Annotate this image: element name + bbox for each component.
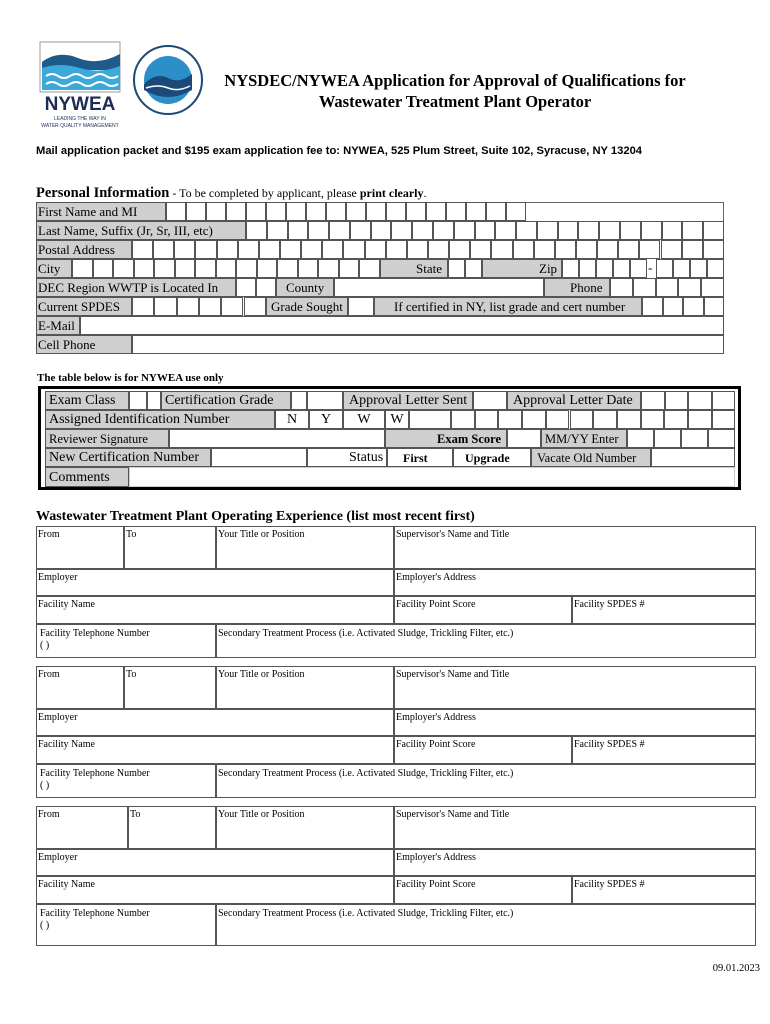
certified-ny-label: If certified in NY, list grade and cert number	[394, 299, 626, 314]
char-box[interactable]	[451, 410, 475, 429]
grade-sought-field[interactable]	[348, 297, 374, 316]
char-box[interactable]	[475, 410, 499, 429]
to-field[interactable]	[124, 526, 216, 569]
telephone-parens: ( )	[40, 780, 50, 791]
id-letter-box: Y	[309, 410, 343, 429]
char-box[interactable]	[562, 259, 579, 278]
reviewer-signature-label: Reviewer Signature	[49, 432, 148, 446]
facility-telephone-label: Facility Telephone Number	[40, 628, 150, 639]
employer-address-label: Employer's Address	[396, 852, 476, 863]
char-box[interactable]	[516, 221, 537, 240]
facility-spdes-label: Facility SPDES #	[574, 739, 645, 750]
facility-name-label: Facility Name	[38, 599, 95, 610]
to-label: To	[130, 809, 141, 820]
char-box[interactable]	[132, 297, 154, 316]
facility-telephone-label: Facility Telephone Number	[40, 908, 150, 919]
last-name-label: Last Name, Suffix (Jr, Sr, III, etc)	[38, 223, 213, 238]
char-box[interactable]	[206, 202, 226, 221]
char-box[interactable]	[664, 410, 688, 429]
dec-region-label: DEC Region WWTP is Located In	[38, 280, 219, 295]
employer-address-label: Employer's Address	[396, 712, 476, 723]
telephone-parens: ( )	[40, 920, 50, 931]
char-box[interactable]	[246, 221, 267, 240]
char-box[interactable]	[257, 259, 278, 278]
char-box[interactable]	[704, 297, 725, 316]
char-box[interactable]	[498, 410, 522, 429]
char-box[interactable]	[466, 202, 486, 221]
char-box[interactable]	[386, 202, 406, 221]
char-box[interactable]	[534, 240, 555, 259]
char-box[interactable]	[365, 240, 386, 259]
char-box[interactable]	[226, 202, 246, 221]
employer-address-label: Employer's Address	[396, 572, 476, 583]
char-box[interactable]	[620, 221, 641, 240]
svg-text:WATER QUALITY MANAGEMENT: WATER QUALITY MANAGEMENT	[41, 123, 119, 129]
char-box[interactable]	[555, 240, 576, 259]
char-box[interactable]	[663, 297, 684, 316]
char-box[interactable]	[407, 240, 428, 259]
char-box[interactable]	[703, 221, 724, 240]
char-box[interactable]	[486, 202, 506, 221]
cell-phone-label: Cell Phone	[38, 337, 96, 352]
facility-telephone-label: Facility Telephone Number	[40, 768, 150, 779]
point-score-label: Facility Point Score	[396, 739, 476, 750]
char-box[interactable]	[286, 202, 306, 221]
char-box[interactable]	[491, 240, 512, 259]
id-letter-box: W	[385, 410, 409, 429]
supervisor-label: Supervisor's Name and Title	[396, 809, 510, 820]
char-box[interactable]	[448, 259, 465, 278]
char-box[interactable]	[72, 259, 93, 278]
char-box[interactable]	[343, 240, 364, 259]
employer-field[interactable]	[36, 849, 394, 876]
char-box[interactable]	[391, 221, 412, 240]
char-box[interactable]	[578, 221, 599, 240]
zip-label: Zip	[539, 261, 558, 276]
char-box[interactable]	[280, 240, 301, 259]
assigned-id-label: Assigned Identification Number	[49, 412, 230, 427]
char-box[interactable]	[326, 202, 346, 221]
char-box[interactable]	[217, 240, 238, 259]
supervisor-label: Supervisor's Name and Title	[396, 669, 510, 680]
form-date: 09.01.2023	[712, 963, 760, 974]
char-box[interactable]	[154, 297, 176, 316]
char-box[interactable]	[308, 221, 329, 240]
first-name-label: First Name and MI	[38, 204, 138, 219]
char-box[interactable]	[346, 202, 366, 221]
char-box[interactable]	[633, 278, 656, 297]
char-box[interactable]	[221, 297, 243, 316]
facility-name-label: Facility Name	[38, 739, 95, 750]
mail-instructions: Mail application packet and $195 exam application fee to: NYWEA, 525 Plum Street, Suite 102, Syracuse, NY 13204	[36, 145, 643, 157]
char-box[interactable]	[708, 429, 735, 448]
email-label: E-Mail	[38, 318, 75, 333]
char-box[interactable]	[339, 259, 360, 278]
char-box[interactable]	[522, 410, 546, 429]
to-label: To	[126, 529, 137, 540]
exam-score-label: Exam Score	[437, 432, 501, 446]
from-label: From	[38, 529, 60, 540]
char-box[interactable]	[433, 221, 454, 240]
char-box[interactable]	[673, 259, 690, 278]
vacate-old-number-label: Vacate Old Number	[537, 451, 637, 465]
char-box[interactable]	[596, 259, 613, 278]
id-letter-box: N	[275, 410, 309, 429]
supervisor-label: Supervisor's Name and Title	[396, 529, 510, 540]
char-box[interactable]	[688, 410, 712, 429]
char-box[interactable]	[238, 240, 259, 259]
char-box[interactable]	[318, 259, 339, 278]
char-box[interactable]	[656, 259, 673, 278]
char-box[interactable]	[654, 429, 681, 448]
char-box[interactable]	[266, 202, 286, 221]
char-box[interactable]	[454, 221, 475, 240]
char-box[interactable]	[195, 240, 216, 259]
char-box[interactable]	[662, 221, 683, 240]
char-box[interactable]	[366, 202, 386, 221]
logo-text: NYWEA	[44, 94, 116, 115]
char-box[interactable]	[558, 221, 579, 240]
char-box[interactable]	[617, 410, 641, 429]
status-first-label: First	[403, 451, 428, 465]
county-label: County	[286, 280, 325, 295]
personal-section-heading: Personal Information - To be completed by applicant, please print clearly.	[36, 185, 427, 201]
employer-label: Employer	[38, 712, 78, 723]
exam-class-label: Exam Class	[49, 393, 116, 408]
char-box[interactable]	[267, 221, 288, 240]
char-box[interactable]	[465, 259, 482, 278]
char-box[interactable]	[570, 410, 594, 429]
cell-phone-field[interactable]	[132, 335, 724, 354]
char-box[interactable]	[712, 391, 736, 410]
char-box[interactable]	[630, 259, 647, 278]
char-box[interactable]	[406, 202, 426, 221]
email-field[interactable]	[80, 316, 724, 335]
char-box[interactable]	[329, 221, 350, 240]
char-box[interactable]	[707, 259, 724, 278]
char-box[interactable]	[322, 240, 343, 259]
char-box[interactable]	[195, 259, 216, 278]
char-box[interactable]	[682, 240, 703, 259]
facility-spdes-label: Facility SPDES #	[574, 599, 645, 610]
certification-grade-field[interactable]	[291, 391, 307, 410]
from-label: From	[38, 669, 60, 680]
comments-label: Comments	[49, 470, 110, 485]
char-box[interactable]	[576, 240, 597, 259]
char-box[interactable]	[495, 221, 516, 240]
county-field[interactable]	[334, 278, 544, 297]
grade-sought-label: Grade Sought	[271, 299, 343, 314]
point-score-label: Facility Point Score	[396, 879, 476, 890]
reviewer-signature-field[interactable]	[169, 429, 385, 448]
form-title: NYSDEC/NYWEA Application for Approval of Qualifications for Wastewater Treatment Plant Operator	[224, 71, 686, 111]
char-box[interactable]	[618, 240, 639, 259]
svg-text:LEADING THE WAY IN: LEADING THE WAY IN	[54, 116, 106, 122]
char-box[interactable]	[449, 240, 470, 259]
char-box[interactable]	[593, 410, 617, 429]
approval-letter-date-label: Approval Letter Date	[513, 393, 633, 408]
char-box[interactable]	[186, 202, 206, 221]
personal-info-table	[36, 202, 724, 354]
char-box[interactable]	[371, 221, 392, 240]
char-box[interactable]	[174, 240, 195, 259]
char-box[interactable]	[426, 202, 446, 221]
status-label: Status	[349, 450, 384, 465]
postal-address-label: Postal Address	[38, 242, 115, 257]
char-box[interactable]	[690, 259, 707, 278]
comments-field[interactable]	[129, 467, 735, 487]
zip-dash: -	[648, 260, 653, 275]
secondary-process-label: Secondary Treatment Process (i.e. Activated Sludge, Trickling Filter, etc.)	[218, 908, 514, 919]
char-box[interactable]	[288, 221, 309, 240]
char-box[interactable]	[641, 391, 665, 410]
char-box[interactable]	[93, 259, 114, 278]
char-box[interactable]	[599, 221, 620, 240]
experience-block	[36, 806, 756, 946]
char-box[interactable]	[301, 240, 322, 259]
to-label: To	[126, 669, 137, 680]
facility-name-label: Facility Name	[38, 879, 95, 890]
char-box[interactable]	[610, 278, 633, 297]
char-box[interactable]	[597, 240, 618, 259]
char-box[interactable]	[166, 202, 186, 221]
char-box[interactable]	[639, 240, 660, 259]
char-box[interactable]	[428, 240, 449, 259]
char-box[interactable]	[703, 240, 724, 259]
exam-class-field[interactable]	[129, 391, 147, 410]
mmyy-enter-label: MM/YY Enter	[545, 432, 619, 446]
nywea-logo	[38, 40, 124, 132]
employer-field[interactable]	[36, 709, 394, 736]
char-box[interactable]	[513, 240, 534, 259]
employer-label: Employer	[38, 852, 78, 863]
char-box[interactable]	[175, 259, 196, 278]
char-box[interactable]	[134, 259, 155, 278]
char-box[interactable]	[546, 410, 570, 429]
id-letter-box: W	[343, 410, 385, 429]
char-box[interactable]	[712, 410, 736, 429]
point-score-label: Facility Point Score	[396, 599, 476, 610]
char-box[interactable]	[537, 221, 558, 240]
char-box[interactable]	[298, 259, 319, 278]
to-field[interactable]	[128, 806, 216, 849]
char-box[interactable]	[446, 202, 466, 221]
char-box[interactable]	[350, 221, 371, 240]
vacate-old-number-field[interactable]	[651, 448, 735, 467]
char-box[interactable]	[216, 259, 237, 278]
char-box[interactable]	[613, 259, 630, 278]
approval-letter-sent-label: Approval Letter Sent	[349, 393, 468, 408]
char-box[interactable]	[132, 240, 153, 259]
char-box[interactable]	[661, 240, 682, 259]
secondary-process-label: Secondary Treatment Process (i.e. Activated Sludge, Trickling Filter, etc.)	[218, 768, 514, 779]
state-label: State	[416, 261, 442, 276]
new-cert-number-field[interactable]	[211, 448, 307, 467]
nywea-use-caption: The table below is for NYWEA use only	[37, 372, 224, 384]
char-box[interactable]	[701, 278, 724, 297]
char-box[interactable]	[470, 240, 491, 259]
status-upgrade-label: Upgrade	[465, 451, 510, 465]
char-box[interactable]	[412, 221, 433, 240]
certification-grade-label: Certification Grade	[165, 393, 274, 408]
char-box[interactable]	[641, 221, 662, 240]
char-box[interactable]	[386, 240, 407, 259]
char-box[interactable]	[506, 202, 526, 221]
char-box[interactable]	[277, 259, 298, 278]
char-box[interactable]	[359, 259, 380, 278]
employer-label: Employer	[38, 572, 78, 583]
char-box[interactable]	[475, 221, 496, 240]
char-box[interactable]	[306, 202, 326, 221]
nywea-use-table	[38, 386, 741, 490]
char-box[interactable]	[259, 240, 280, 259]
char-box[interactable]	[579, 259, 596, 278]
char-box[interactable]	[656, 278, 679, 297]
city-label: City	[38, 261, 61, 276]
char-box[interactable]	[641, 410, 665, 429]
experience-block	[36, 666, 756, 806]
char-box[interactable]	[199, 297, 221, 316]
to-field[interactable]	[124, 666, 216, 709]
char-box[interactable]	[177, 297, 199, 316]
new-cert-number-label: New Certification Number	[49, 450, 200, 465]
char-box[interactable]	[244, 297, 266, 316]
secondary-process-label: Secondary Treatment Process (i.e. Activated Sludge, Trickling Filter, etc.)	[218, 628, 514, 639]
title-position-label: Your Title or Position	[218, 529, 305, 540]
char-box[interactable]	[681, 429, 708, 448]
char-box[interactable]	[236, 259, 257, 278]
char-box[interactable]	[682, 221, 703, 240]
experience-heading: Wastewater Treatment Plant Operating Experience (list most recent first)	[36, 509, 475, 524]
approval-letter-sent-field[interactable]	[473, 391, 507, 410]
telephone-parens: ( )	[40, 640, 50, 651]
char-box[interactable]	[154, 259, 175, 278]
facility-spdes-label: Facility SPDES #	[574, 879, 645, 890]
char-box[interactable]	[246, 202, 266, 221]
char-box[interactable]	[153, 240, 174, 259]
char-box[interactable]	[642, 297, 663, 316]
nysdec-seal-logo	[132, 44, 204, 116]
from-label: From	[38, 809, 60, 820]
char-box[interactable]	[113, 259, 134, 278]
char-box[interactable]	[688, 391, 712, 410]
char-box[interactable]	[627, 429, 654, 448]
phone-label: Phone	[570, 280, 603, 295]
experience-block	[36, 526, 756, 666]
title-position-label: Your Title or Position	[218, 809, 305, 820]
exam-score-field[interactable]	[507, 429, 541, 448]
title-position-label: Your Title or Position	[218, 669, 305, 680]
employer-field[interactable]	[36, 569, 394, 596]
current-spdes-label: Current SPDES	[38, 299, 120, 314]
char-box[interactable]	[678, 278, 701, 297]
char-box[interactable]	[665, 391, 689, 410]
char-box[interactable]	[683, 297, 704, 316]
